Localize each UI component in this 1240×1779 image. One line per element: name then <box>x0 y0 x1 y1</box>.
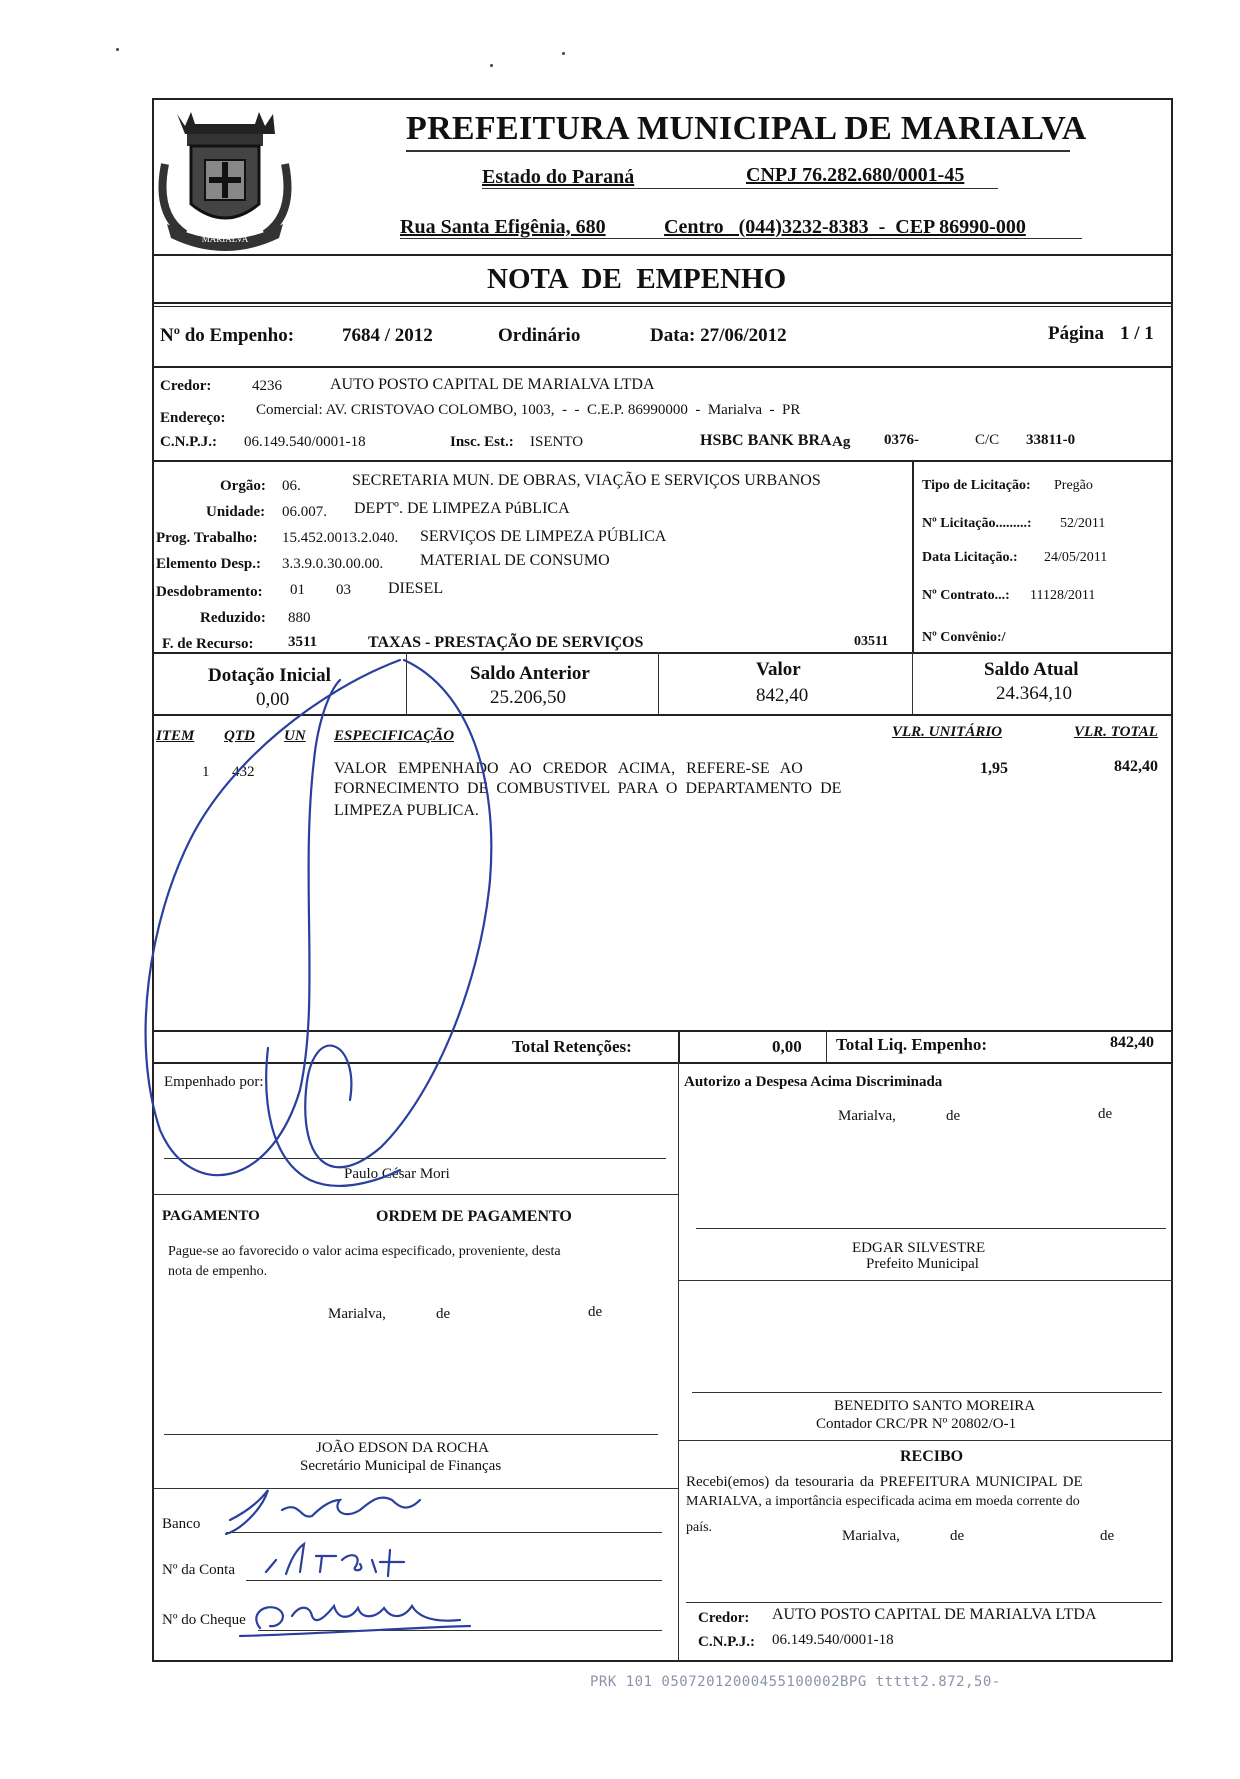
footer-autenticacao: PRK 101 05072012000455100002BPG ttttt2.872,50- <box>590 1674 1001 1690</box>
col-un: UN <box>284 728 306 744</box>
desdobramento-b: 03 <box>336 582 351 598</box>
recibo-de2: de <box>1100 1528 1115 1544</box>
credor-code: 4236 <box>252 378 282 394</box>
recibo-text1: Recebi(emos) da tesouraria da PREFEITURA MUNICIPAL DE <box>686 1474 1083 1490</box>
tipo-licitacao-label: Tipo de Licitação: <box>922 478 1031 493</box>
autorizo-de2: de <box>1098 1106 1113 1122</box>
pagamento-label: PAGAMENTO <box>162 1208 260 1224</box>
cnpj-label: C.N.P.J.: <box>160 434 217 450</box>
municipal-crest-icon <box>155 104 295 256</box>
insc-label: Insc. Est.: <box>450 434 514 450</box>
prog-name: SERVIÇOS DE LIMPEZA PÚBLICA <box>420 528 667 545</box>
total-retencoes-value: 0,00 <box>772 1037 802 1056</box>
total-liquido-value: 842,40 <box>1110 1034 1154 1051</box>
dotacao-inicial-label: Dotação Inicial <box>208 665 331 686</box>
pagamento-text2: nota de empenho. <box>168 1264 268 1279</box>
credor-name: AUTO POSTO CAPITAL DE MARIALVA LTDA <box>330 376 655 393</box>
header-address: Rua Santa Efigênia, 680 <box>400 216 606 238</box>
orgao-code: 06. <box>282 478 301 494</box>
page-value: 1 / 1 <box>1120 323 1154 344</box>
autorizo-label: Autorizo a Despesa Acima Discriminada <box>684 1074 943 1090</box>
empenho-num-label: Nº do Empenho: <box>160 325 295 346</box>
secretario-name: JOÃO EDSON DA ROCHA <box>316 1440 489 1456</box>
speck <box>116 48 119 51</box>
recibo-de1: de <box>950 1528 965 1544</box>
credor-address: Comercial: AV. CRISTOVAO COLOMBO, 1003, - - C.E.P. 86990000 - Marialva - PR <box>256 402 801 418</box>
pagamento-de2: de <box>588 1304 603 1320</box>
orgao-label: Orgão: <box>220 478 266 494</box>
pagamento-de1: de <box>436 1306 451 1322</box>
data-licitacao-label: Data Licitação.: <box>922 550 1018 565</box>
item-unit-value: 1,95 <box>980 760 1008 777</box>
recurso-code: 3511 <box>288 634 318 650</box>
prefeito-name: EDGAR SILVESTRE <box>852 1240 986 1256</box>
empenhado-signer: Paulo César Mori <box>344 1166 450 1182</box>
reduzido-value: 880 <box>288 610 311 626</box>
unidade-code: 06.007. <box>282 504 327 520</box>
crest-banner-text: MARIALVA <box>201 234 249 244</box>
orgao-name: SECRETARIA MUN. DE OBRAS, VIAÇÃO E SERVIÇOS URBANOS <box>352 472 821 489</box>
ag-label: Ag <box>832 434 851 450</box>
pagamento-text1: Pague-se ao favorecido o valor acima especificado, proveniente, desta <box>168 1244 561 1259</box>
empenho-num: 7684 / 2012 <box>342 325 433 346</box>
speck <box>490 64 493 67</box>
desdobramento-a: 01 <box>290 582 305 598</box>
item-desc-line3: LIMPEZA PUBLICA. <box>334 802 479 819</box>
num-licitacao-label: Nº Licitação.........: <box>922 516 1032 531</box>
item-total-value: 842,40 <box>1114 758 1158 775</box>
col-vlr-total: VLR. TOTAL <box>1074 724 1158 740</box>
recibo-cnpj: 06.149.540/0001-18 <box>772 1632 894 1648</box>
ag-value: 0376- <box>884 432 919 448</box>
data-licitacao: 24/05/2011 <box>1044 550 1108 565</box>
recibo-city: Marialva, <box>842 1528 900 1544</box>
header-title: PREFEITURA MUNICIPAL DE MARIALVA <box>406 110 1087 147</box>
item-qtd: 432 <box>232 764 255 780</box>
credor-cnpj: 06.149.540/0001-18 <box>244 434 366 450</box>
recurso-num: 03511 <box>854 634 889 649</box>
header-contact: Centro (044)3232-8383 - CEP 86990-000 <box>664 216 1026 238</box>
header-state: Estado do Paraná <box>482 166 635 188</box>
dotacao-inicial-value: 0,00 <box>256 689 290 710</box>
tipo-licitacao: Pregão <box>1054 478 1093 493</box>
saldo-anterior-label: Saldo Anterior <box>470 663 590 684</box>
cheque-label: Nº do Cheque <box>162 1612 246 1628</box>
ordem-pagamento-label: ORDEM DE PAGAMENTO <box>376 1208 572 1225</box>
empenho-date: Data: 27/06/2012 <box>650 325 787 346</box>
contrato: 11128/2011 <box>1030 588 1096 603</box>
unidade-label: Unidade: <box>206 504 266 520</box>
contrato-label: Nº Contrato...: <box>922 588 1010 603</box>
secretario-role: Secretário Municipal de Finanças <box>300 1458 502 1474</box>
cc-value: 33811-0 <box>1026 432 1076 448</box>
empenho-type: Ordinário <box>498 325 581 346</box>
col-item: ITEM <box>156 728 195 744</box>
col-especificacao: ESPECIFICAÇÃO <box>334 728 455 744</box>
recibo-credor-label: Credor: <box>698 1610 750 1626</box>
banco-label: Banco <box>162 1516 201 1532</box>
elemento-name: MATERIAL DE CONSUMO <box>420 552 610 569</box>
speck <box>562 52 565 55</box>
contador-name: BENEDITO SANTO MOREIRA <box>834 1398 1036 1414</box>
desdobramento-name: DIESEL <box>388 580 444 597</box>
col-vlr-unitario: VLR. UNITÁRIO <box>892 724 1003 740</box>
credor-insc: ISENTO <box>530 434 584 450</box>
valor-value: 842,40 <box>756 685 809 706</box>
page-label: Página <box>1048 323 1104 344</box>
num-licitacao: 52/2011 <box>1060 516 1106 531</box>
bank-name: HSBC BANK BRA <box>700 432 832 449</box>
elemento-label: Elemento Desp.: <box>156 556 261 572</box>
prog-code: 15.452.0013.2.040. <box>282 530 399 546</box>
credor-label: Credor: <box>160 378 212 394</box>
pagamento-city: Marialva, <box>328 1306 386 1322</box>
reduzido-label: Reduzido: <box>200 610 266 626</box>
recibo-credor-name: AUTO POSTO CAPITAL DE MARIALVA LTDA <box>772 1606 1097 1623</box>
recurso-label: F. de Recurso: <box>162 636 254 652</box>
address-label: Endereço: <box>160 410 226 426</box>
recibo-cnpj-label: C.N.P.J.: <box>698 1634 755 1650</box>
col-qtd: QTD <box>224 728 255 744</box>
prefeito-role: Prefeito Municipal <box>866 1256 979 1272</box>
saldo-atual-label: Saldo Atual <box>984 659 1079 680</box>
header-cnpj: CNPJ 76.282.680/0001-45 <box>746 164 965 186</box>
unidade-name: DEPTº. DE LIMPEZA PúBLICA <box>354 500 570 517</box>
item-num: 1 <box>202 764 210 780</box>
total-liquido-label: Total Liq. Empenho: <box>836 1035 987 1054</box>
conta-label: Nº da Conta <box>162 1562 235 1578</box>
valor-label: Valor <box>756 659 801 680</box>
desdobramento-label: Desdobramento: <box>156 584 263 600</box>
item-desc-line2: FORNECIMENTO DE COMBUSTIVEL PARA O DEPARTAMENTO DE <box>334 780 842 797</box>
elemento-code: 3.3.9.0.30.00.00. <box>282 556 384 572</box>
contador-role: Contador CRC/PR Nº 20802/O-1 <box>816 1416 1017 1432</box>
saldo-atual-value: 24.364,10 <box>996 683 1072 704</box>
autorizo-city: Marialva, <box>838 1108 896 1124</box>
prog-label: Prog. Trabalho: <box>156 530 258 546</box>
convenio-label: Nº Convênio:/ <box>922 630 1006 645</box>
autorizo-de1: de <box>946 1108 961 1124</box>
total-retencoes-label: Total Retenções: <box>512 1037 632 1056</box>
item-desc-line1: VALOR EMPENHADO AO CREDOR ACIMA, REFERE-SE AO <box>334 760 803 777</box>
empenhado-label: Empenhado por: <box>164 1074 264 1090</box>
doc-title: NOTA DE EMPENHO <box>487 263 787 295</box>
recibo-title: RECIBO <box>900 1448 964 1465</box>
saldo-anterior-value: 25.206,50 <box>490 687 566 708</box>
recibo-text2: MARIALVA, a importância especificada acima em moeda corrente do <box>686 1494 1080 1509</box>
recibo-text3: país. <box>686 1520 713 1535</box>
cc-label: C/C <box>975 432 1000 448</box>
recurso-name: TAXAS - PRESTAÇÃO DE SERVIÇOS <box>368 634 644 651</box>
